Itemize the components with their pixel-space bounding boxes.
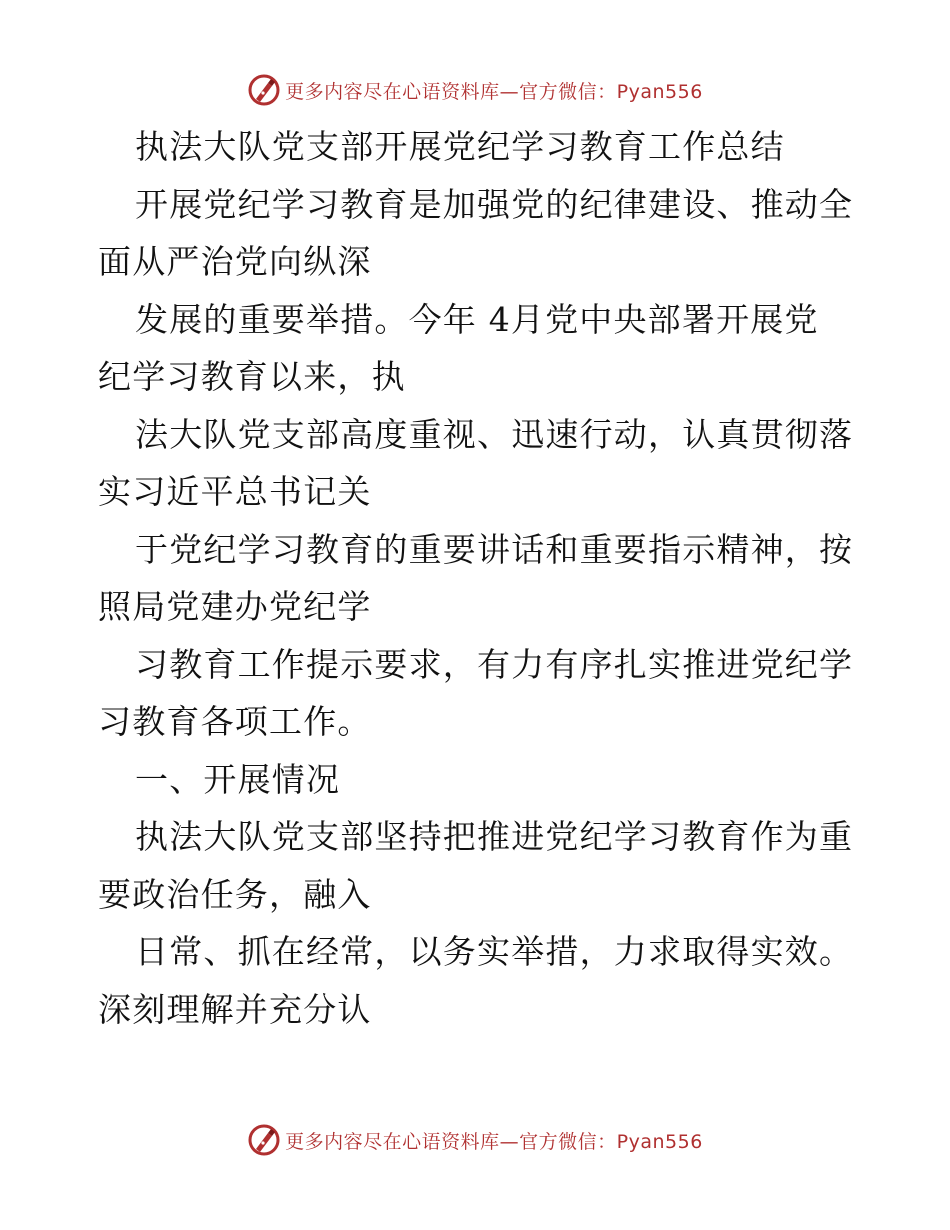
text-line: 要政治任务，融入	[98, 874, 372, 914]
watermark-text: 更多内容尽在心语资料库—官方微信：Pyan556	[285, 80, 703, 103]
watermark-text: 更多内容尽在心语资料库—官方微信：Pyan556	[285, 1130, 703, 1153]
text-line: 纪学习教育以来，执	[98, 357, 406, 396]
document-body	[98, 118, 858, 1038]
text-line: 深刻理解并充分认	[98, 989, 372, 1029]
text-line: 面从严治党向纵深	[98, 242, 372, 281]
text-line: 开展党纪学习教育是加强党的纪律建设、推动全	[135, 184, 854, 224]
text-line: 习教育各项工作。	[98, 702, 372, 741]
text-line: 执法大队党支部坚持把推进党纪学习教育作为重	[135, 817, 854, 856]
text-line: 日常、抓在经常，以务实举措，力求取得实效。	[135, 932, 854, 971]
text-line: 实习近平总书记关	[98, 472, 372, 511]
text-line: 发展的重要举措。今年 4月党中央部署开展党	[135, 299, 819, 339]
pen-nib-circle-icon	[247, 1123, 281, 1157]
text-line: 习教育工作提示要求，有力有序扎实推进党纪学	[135, 644, 854, 684]
document-title: 执法大队党支部开展党纪学习教育工作总结	[135, 127, 785, 166]
pen-nib-circle-icon	[247, 73, 281, 107]
text-line: 一、开展情况	[135, 759, 341, 799]
text-line: 法大队党支部高度重视、迅速行动，认真贯彻落	[135, 414, 854, 454]
text-line: 于党纪学习教育的重要讲话和重要指示精神，按	[135, 529, 854, 569]
text-line: 照局党建办党纪学	[98, 587, 372, 626]
header-watermark	[0, 70, 950, 110]
footer-watermark	[0, 1120, 950, 1160]
